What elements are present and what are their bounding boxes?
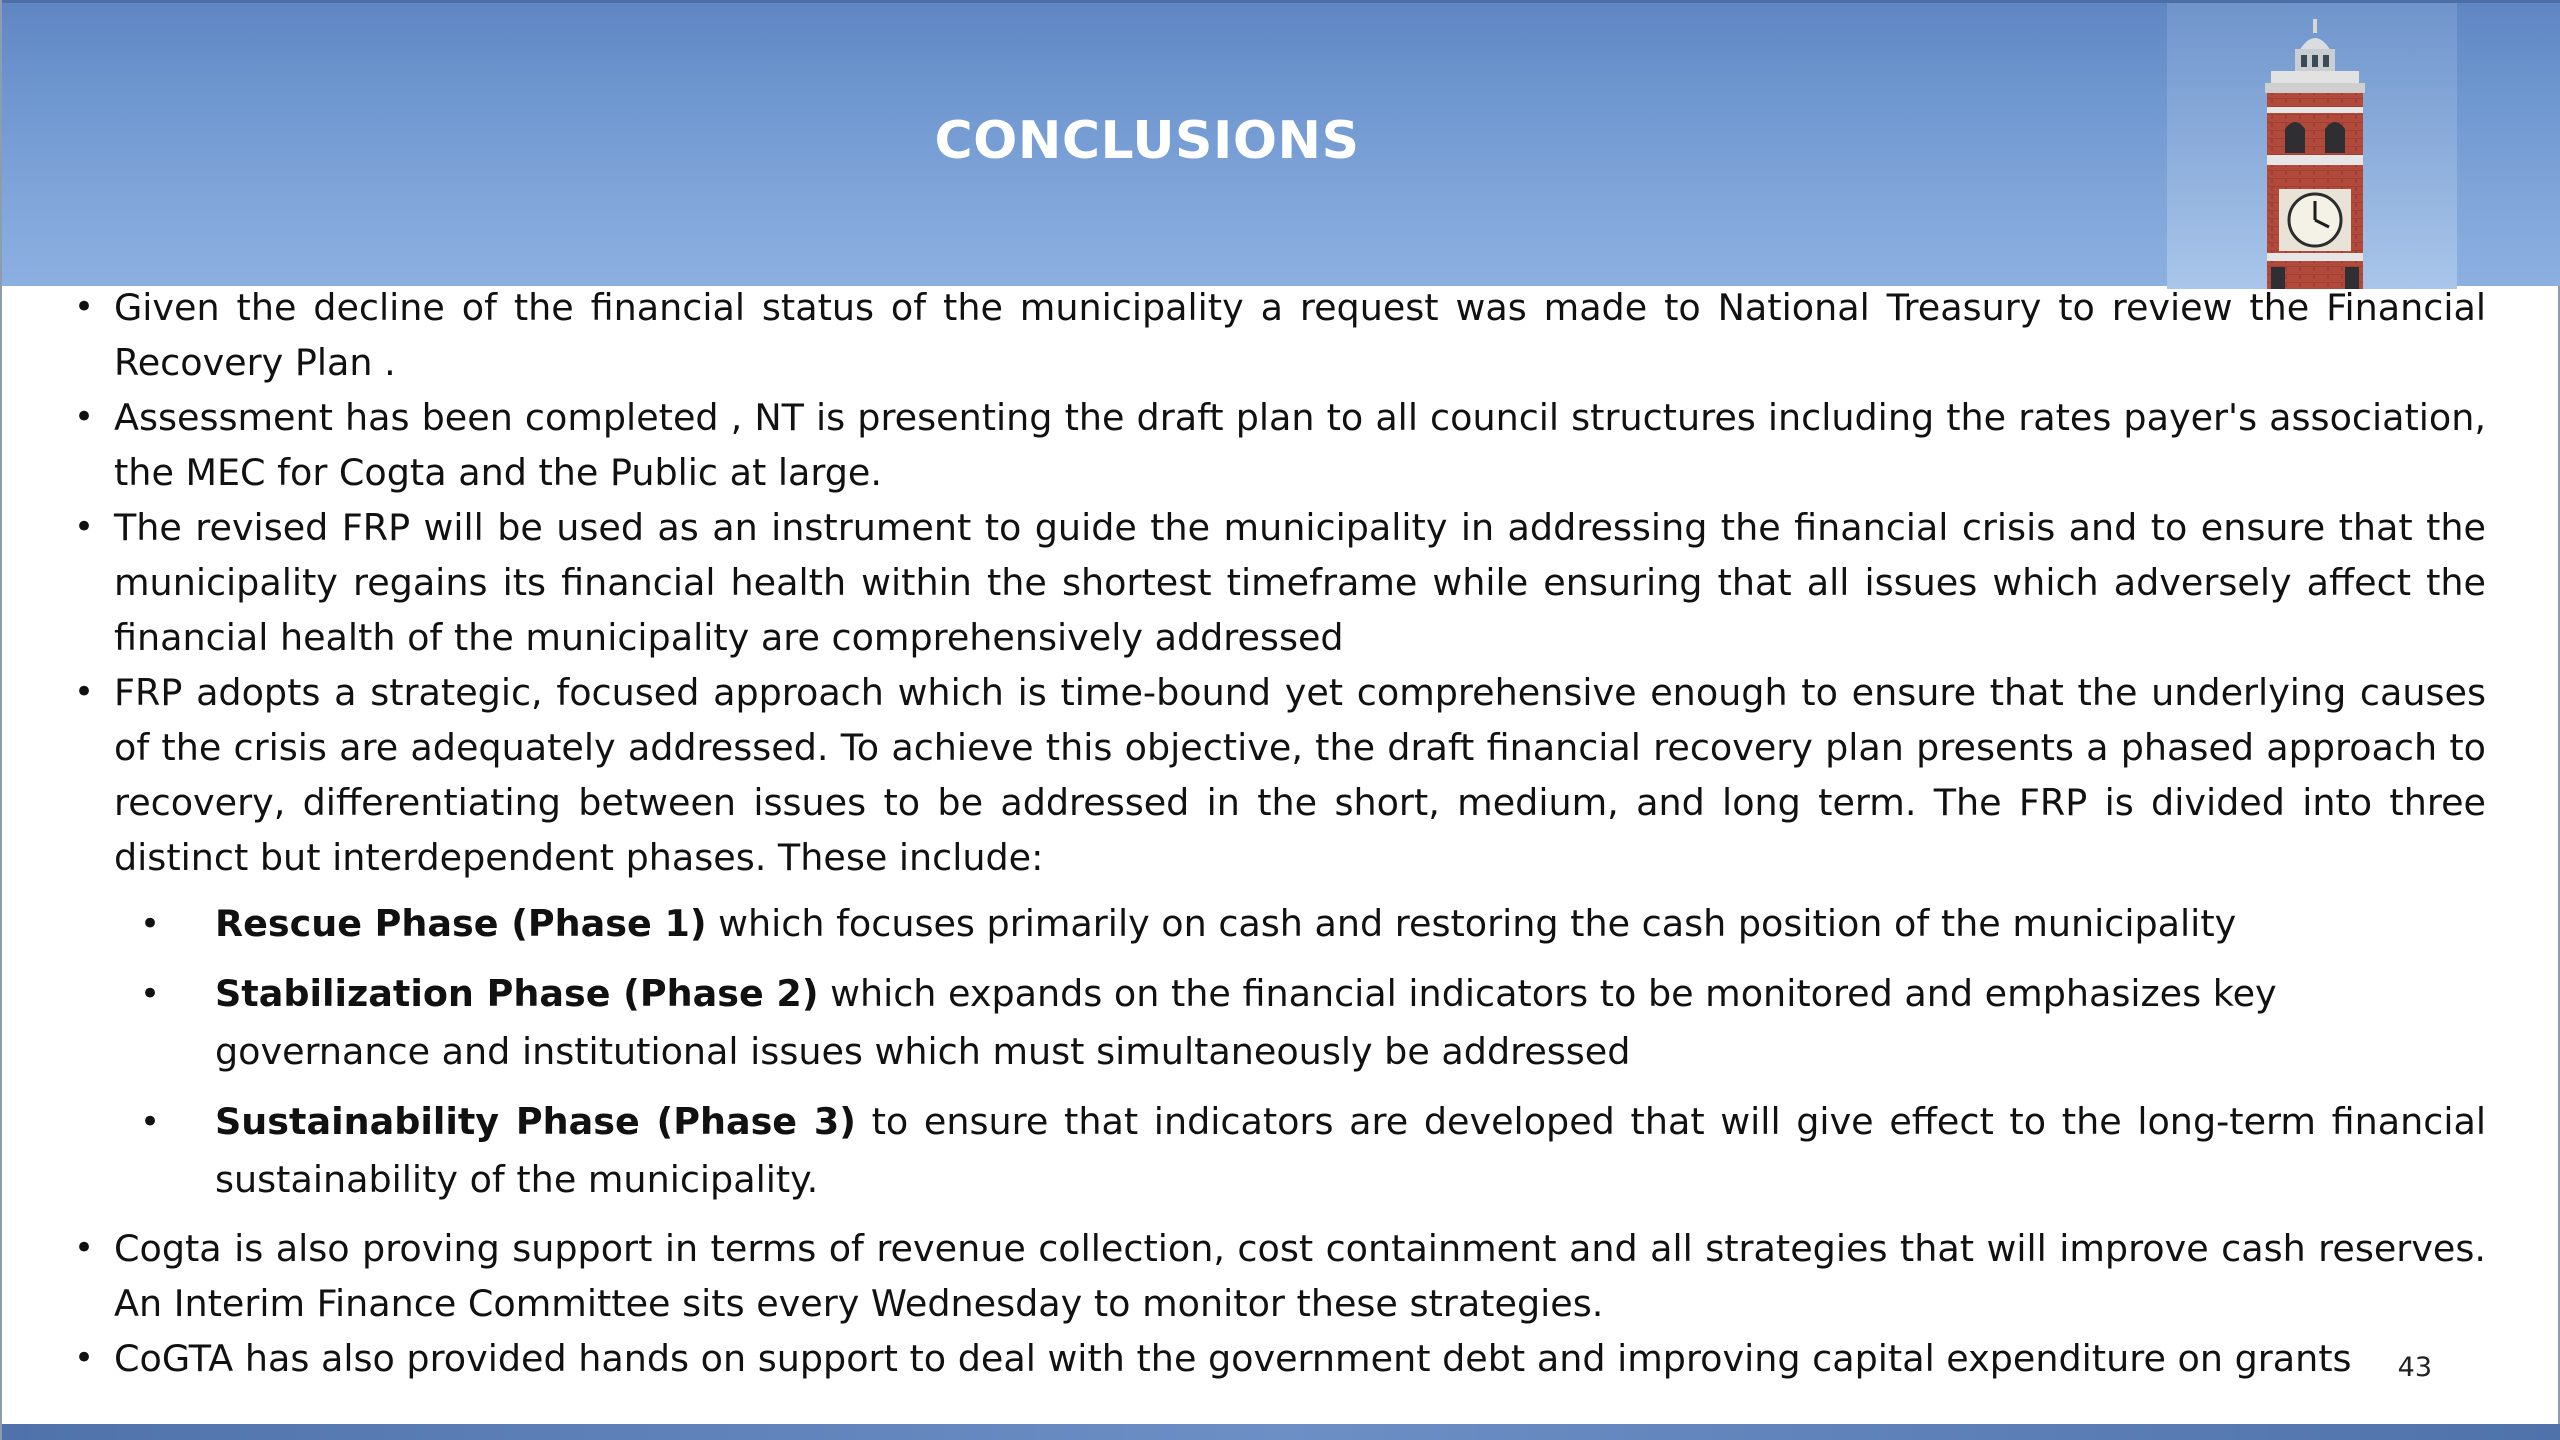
bullet-dot: •: [74, 1228, 95, 1268]
phase-item: [62, 895, 2486, 953]
list-item: [62, 280, 2486, 390]
bullet-text: Assessment has been completed , NT is presenting the draft plan to all council structures including the rates payer's association, the MEC for Cogta and the Public at large.: [114, 396, 2486, 494]
bullet-text: The revised FRP will be used as an instrument to guide the municipality in addressing the financial crisis and to ensure that the municipality regains its financial health within the shortest timeframe while ensuring that all issues which adversely affect the financial health of the municipality are comprehensively addressed: [114, 506, 2486, 659]
phase-list: [62, 895, 2486, 1209]
list-item: [62, 390, 2486, 500]
page-number: 43: [2397, 1352, 2432, 1383]
phase-item: [62, 1093, 2486, 1209]
phase-item: [62, 965, 2486, 1081]
bullet-dot: •: [140, 1102, 161, 1142]
bullet-dot: •: [140, 974, 161, 1014]
bullet-text: FRP adopts a strategic, focused approach which is time-bound yet comprehensive enough to ensure that the underlying causes of the crisis are adequately addressed. To achieve this objective, the draft financial recovery plan presents a phased approach to recovery, differentiating between issues to be addressed in the short, medium, and long term. The FRP is divided into three distinct but interdependent phases. These include:: [114, 671, 2486, 879]
clock-tower-image: [2167, 3, 2457, 289]
list-item: [62, 665, 2486, 885]
list-item: [62, 1331, 2486, 1386]
bullet-dot: •: [74, 287, 95, 327]
bullet-text: CoGTA has also provided hands on support to deal with the government debt and improving capital expenditure on grants: [114, 1337, 2352, 1380]
phase-name: Stabilization Phase (Phase 2): [215, 972, 819, 1015]
bullet-dot: •: [140, 904, 161, 944]
bullet-text: Cogta is also proving support in terms of revenue collection, cost containment and all strategies that will improve cash reserves. An Interim Finance Committee sits every Wednesday to monitor these strategies.: [114, 1227, 2486, 1325]
list-item: [62, 1221, 2486, 1331]
bullet-text: Given the decline of the financial status of the municipality a request was made to National Treasury to review the Financial Recovery Plan .: [114, 286, 2486, 384]
phase-text: which focuses primarily on cash and restoring the cash position of the municipality: [706, 902, 2237, 945]
bullet-dot: •: [74, 1338, 95, 1378]
bullet-dot: •: [74, 397, 95, 437]
phase-text: which expands on the financial indicators to be monitored and emphasizes key governance and institutional issues which must simultaneously be addressed: [215, 972, 2277, 1073]
bullet-dot: •: [74, 672, 95, 712]
bullet-dot: •: [74, 507, 95, 547]
slide-title: CONCLUSIONS: [934, 111, 1360, 171]
phase-name: Rescue Phase (Phase 1): [215, 902, 707, 945]
phase-name: Sustainability Phase (Phase 3): [215, 1100, 856, 1143]
footer-bar: [2, 1424, 2560, 1440]
slide-body: [62, 280, 2486, 1386]
phase-text: to ensure that indicators are developed that will give effect to the long-term financial sustainability of the municipality.: [215, 1100, 2486, 1201]
list-item: [62, 500, 2486, 665]
slide-header: [2, 0, 2560, 286]
